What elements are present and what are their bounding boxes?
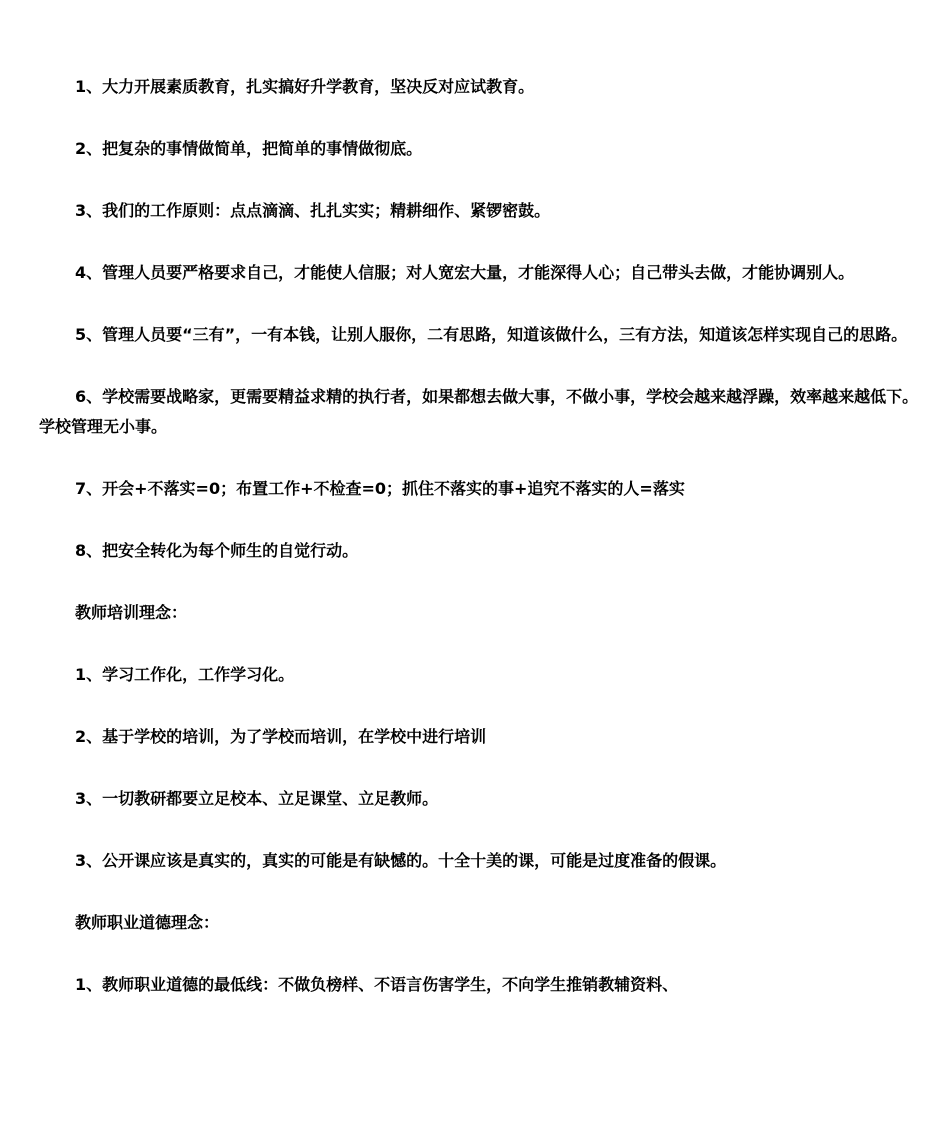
paragraph-principle-8: 8、把安全转化为每个师生的自觉行动。 — [75, 541, 359, 560]
paragraph-principle-3: 3、我们的工作原则：点点滴滴、扎扎实实；精耕细作、紧锣密鼓。 — [75, 201, 551, 220]
paragraph-training-4: 3、公开课应该是真实的，真实的可能是有缺憾的。十全十美的课，可能是过度准备的假课。 — [75, 851, 727, 870]
section-heading-teacher-training: 教师培训理念： — [75, 603, 188, 622]
section-heading-teacher-ethics: 教师职业道德理念： — [75, 913, 220, 932]
paragraph-principle-4: 4、管理人员要严格要求自己，才能使人信服；对人宽宏大量，才能深得人心；自己带头去做，才能协调别人。 — [75, 263, 855, 282]
paragraph-principle-5: 5、管理人员要“三有”，一有本钱，让别人服你，二有思路，知道该做什么，三有方法，知道该怎样实现自己的思路。 — [75, 325, 908, 344]
paragraph-principle-1: 1、大力开展素质教育，扎实搞好升学教育，坚决反对应试教育。 — [75, 77, 535, 96]
paragraph-principle-6: 6、学校需要战略家，更需要精益求精的执行者，如果都想去做大事，不做小事，学校会越来越浮躁，效率越来越低下。学校管理无小事。 — [39, 387, 919, 436]
paragraph-training-1: 1、学习工作化，工作学习化。 — [75, 665, 295, 684]
paragraph-principle-2: 2、把复杂的事情做简单，把简单的事情做彻底。 — [75, 139, 423, 158]
paragraph-ethics-1: 1、教师职业道德的最低线：不做负榜样、不语言伤害学生，不向学生推销教辅资料、 — [75, 975, 679, 994]
paragraph-principle-7: 7、开会+不落实=0；布置工作+不检查=0；抓住不落实的事+追究不落实的人=落实 — [75, 479, 685, 498]
paragraph-training-2: 2、基于学校的培训，为了学校而培训，在学校中进行培训 — [75, 727, 487, 746]
paragraph-training-3: 3、一切教研都要立足校本、立足课堂、立足教师。 — [75, 789, 439, 808]
